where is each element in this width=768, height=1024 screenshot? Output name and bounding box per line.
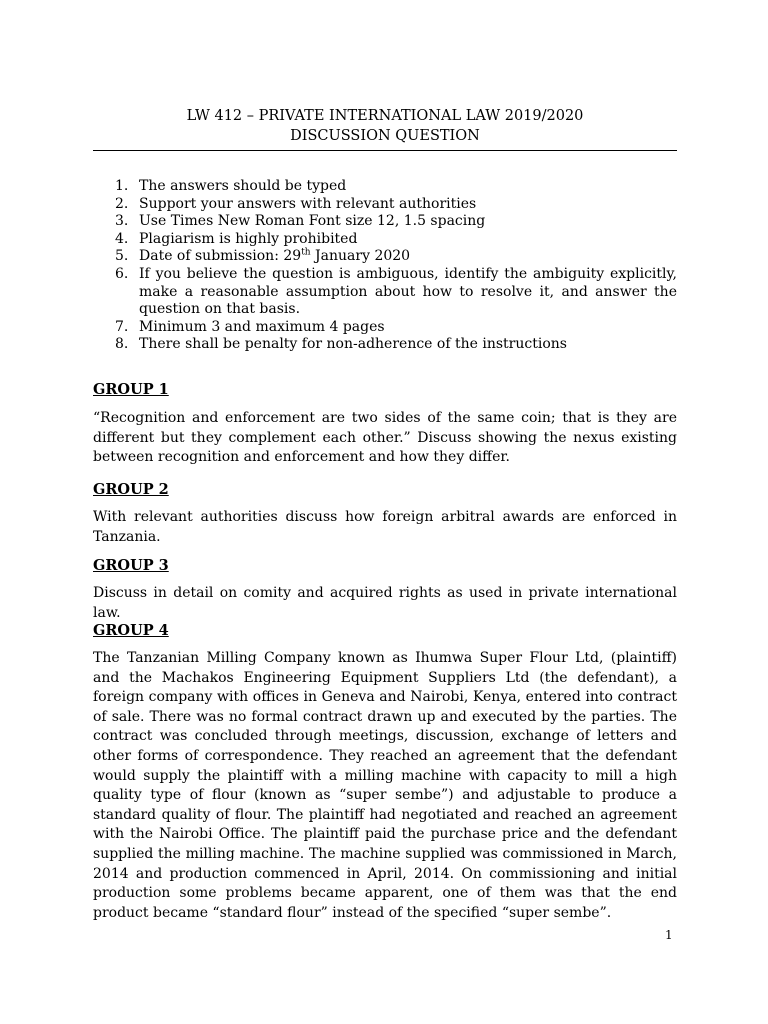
list-item-text: Use Times New Roman Font size 12, 1.5 spacing (139, 213, 486, 230)
list-item (115, 196, 677, 214)
list-item-text: Plagiarism is highly prohibited (139, 230, 358, 247)
group-2-text: With relevant authorities discuss how foreign arbitral awards are enforced in Tanzania. (93, 509, 677, 545)
list-item-text: Support your answers with relevant authorities (139, 195, 477, 212)
list-item (115, 336, 677, 354)
list-item (115, 248, 677, 266)
list-number: 1. (115, 178, 129, 194)
list-item-text: If you believe the question is ambiguous, identify the ambiguity explicitly, make a reasonable assumption about how to resolve it, and answer the question on that basis. (139, 265, 677, 318)
list-item-text: Date of submission: 29 (139, 248, 302, 265)
group-2-heading: GROUP 2 (93, 481, 169, 498)
list-item-text: January 2020 (310, 248, 411, 265)
list-item-text: There shall be penalty for non-adherence of the instructions (139, 336, 567, 353)
group-4-text: The Tanzanian Milling Company known as Ihumwa Super Flour Ltd, (plaintiff) and the Machakos Engineering Equipment Suppliers Ltd (the defendant), a foreign company with offices in Geneva and Nairobi, Kenya, entered into contract of sale. There was no formal contract drawn up and executed by the parties. The contract was concluded through meetings, discussion, exchange of letters and other forms of correspondence. They reached an agreement that the defendant would supply the plaintiff with a milling machine with capacity to mill a high quality type of flour (known as “super sembe”) and adjustable to produce a standard quality of flour. The plaintiff had negotiated and reached an agreement with the Nairobi Office. The plaintiff paid the purchase price and the defendant supplied the milling machine. The machine supplied was commissioned in March, 2014 and production commenced in April, 2014. On commissioning and initial production some problems became apparent, one of them was that the end product became “standard flour” instead of the specified “super sembe”. (93, 650, 677, 921)
list-item-text: Minimum 3 and maximum 4 pages (139, 318, 385, 335)
group-1-heading: GROUP 1 (93, 381, 169, 398)
list-number: 2. (115, 195, 129, 212)
page-number: 1 (665, 928, 673, 942)
list-item (115, 319, 677, 337)
title-divider (93, 150, 677, 151)
list-item (115, 231, 677, 249)
list-item (115, 266, 677, 319)
group-4-heading: GROUP 4 (93, 622, 169, 639)
group-1-text: “Recognition and enforcement are two sides of the same coin; that is they are different but they complement each other.” Discuss showing the nexus existing between recognition and enforcement and how they differ. (93, 410, 677, 466)
list-number: 3. (115, 213, 129, 230)
list-number: 4. (115, 230, 129, 247)
instructions-list (115, 178, 677, 354)
document-title: LW 412 – PRIVATE INTERNATIONAL LAW 2019/2020 (186, 108, 584, 124)
group-3-heading: GROUP 3 (93, 557, 169, 574)
group-3-text: Discuss in detail on comity and acquired rights as used in private international law. (93, 585, 677, 621)
list-item (115, 178, 677, 196)
list-number: 6. (115, 265, 129, 282)
list-number: 5. (115, 248, 129, 265)
list-item (115, 213, 677, 231)
list-item-text: The answers should be typed (139, 178, 347, 194)
superscript: th (301, 247, 311, 258)
document-subtitle: DISCUSSION QUESTION (290, 128, 480, 144)
list-number: 8. (115, 336, 129, 353)
list-number: 7. (115, 318, 129, 335)
